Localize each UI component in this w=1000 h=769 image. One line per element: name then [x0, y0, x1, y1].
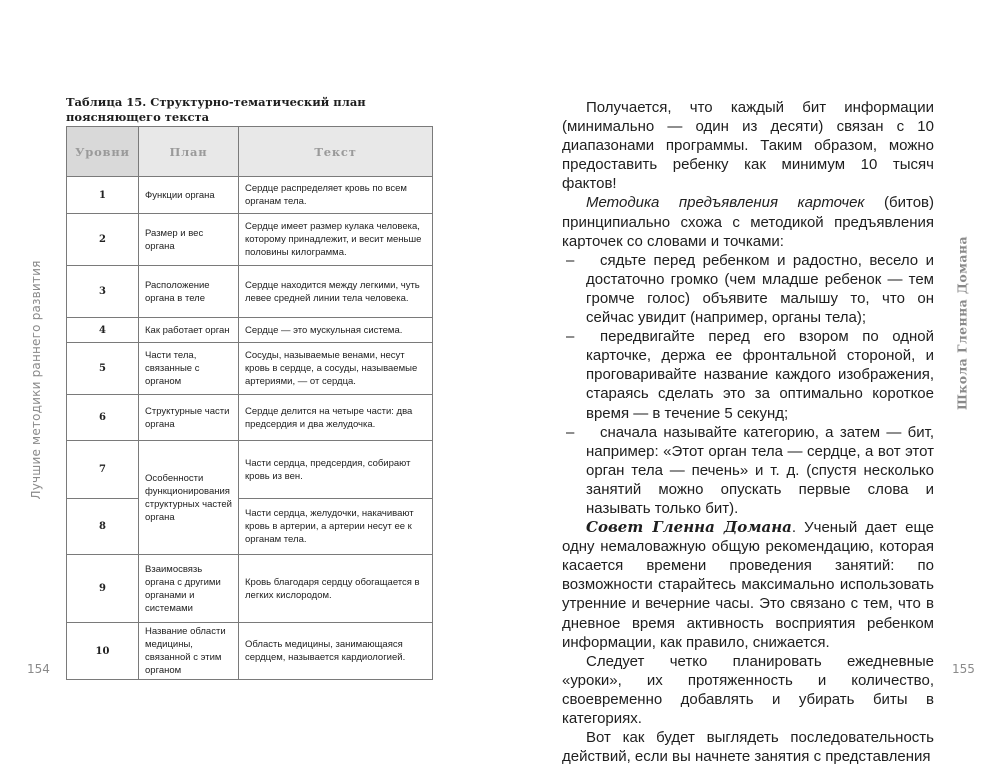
table-row: [67, 266, 433, 318]
plan-cell: Название области медицины, связанной с этим органом: [139, 623, 239, 680]
table-row: [67, 441, 433, 499]
level-cell: 10: [67, 623, 139, 680]
text-cell: Сердце делится на четыре части: два предсердия и два желудочка.: [239, 395, 433, 441]
header-text: Текст: [239, 127, 433, 177]
table-row: [67, 343, 433, 395]
text-cell: Части сердца, предсердия, собирают кровь из вен.: [239, 441, 433, 499]
right-page: [500, 0, 1000, 769]
header-plan: План: [139, 127, 239, 177]
table-row: [67, 177, 433, 214]
table-row: [67, 555, 433, 623]
level-cell: 5: [67, 343, 139, 395]
structure-plan-table: [66, 126, 433, 680]
level-cell: 7: [67, 441, 139, 499]
table-row: [67, 499, 433, 555]
list-item: [562, 423, 934, 518]
dash-marker: –: [566, 328, 575, 346]
text-cell: Кровь благодаря сердцу обогащается в легких кислородом.: [239, 555, 433, 623]
plan-cell: Функции органа: [139, 177, 239, 214]
paragraph-3-rest: . Ученый дает еще одну немаловажную общую рекомендацию, которая касается времени проведения занятий: по возможности старайтесь максимально использовать утренние и вечерние часы. Это связано с тем, что в дневное время активность восприятия ребенком информации, как правило, снижается.: [562, 519, 934, 651]
page-number-right: 155: [952, 662, 975, 676]
plan-cell: Как работает орган: [139, 318, 239, 343]
text-cell: Сердце находится между легкими, чуть левее средней линии тела человека.: [239, 266, 433, 318]
level-cell: 8: [67, 499, 139, 555]
doman-tip-heading: Совет Гленна Домана: [586, 518, 792, 537]
paragraph-2-rest: (битов) принципиально схожа с методикой предъявления карточек со словами и точками:: [562, 194, 934, 250]
body-text: [562, 98, 934, 766]
text-cell: Сердце распределяет кровь по всем органам тела.: [239, 177, 433, 214]
text-cell: Сердце — это мускульная система.: [239, 318, 433, 343]
paragraph-1: Получается, что каждый бит информации (минимально — один из десяти) связан с 10 диапазонами программы. Таким образом, можно предоставить ребенку как минимум 10 тысяч фактов!: [562, 99, 934, 193]
dash-marker: –: [566, 423, 575, 441]
table-row: [67, 214, 433, 266]
plan-cell: Части тела, связанные с органом: [139, 343, 239, 395]
text-cell: Сосуды, называемые венами, несут кровь в сердце, а сосуды, называемые артериями, — от сердца.: [239, 343, 433, 395]
paragraph-2: [562, 193, 934, 250]
level-cell: 9: [67, 555, 139, 623]
paragraph-5: Вот как будет выглядеть последовательность действий, если вы начнете занятия с представления: [562, 729, 934, 766]
table-row: [67, 318, 433, 343]
paragraph-4: Следует четко планировать ежедневные «уроки», их протяженность и количество, своевременно добавлять и убирать биты в категориях.: [562, 652, 934, 727]
level-cell: 4: [67, 318, 139, 343]
text-cell: Область медицины, занимающаяся сердцем, называется кардиологией.: [239, 623, 433, 680]
list-item-text: сначала называйте категорию, а затем — бит, например: «Этот орган тела — сердце, а вот этот орган тела — печень» и т. д. (спустя несколько занятий можно опускать первые слова и называть только бит).: [586, 423, 934, 517]
running-title-left: Лучшие методики раннего развития: [29, 260, 43, 500]
plan-cell: Расположение органа в теле: [139, 266, 239, 318]
plan-cell: Особенности функционирования структурных частей органа: [139, 441, 239, 555]
list-item: [562, 251, 934, 327]
table-row: [67, 395, 433, 441]
list-item: [562, 327, 934, 422]
level-cell: 2: [67, 214, 139, 266]
paragraph-3: [562, 518, 934, 652]
method-term: Методика предъявления карточек: [586, 194, 865, 212]
level-cell: 6: [67, 395, 139, 441]
list-item-text: передвигайте перед его взором по одной карточке, держа ее фронтальной стороной, и проговаривайте название каждого изображения, стараясь сделать это за оптимально короткое время — в течение 5 секунд;: [586, 328, 934, 422]
instruction-list: [562, 251, 934, 518]
page-number-left: 154: [27, 662, 50, 676]
table-row: [67, 623, 433, 680]
level-cell: 1: [67, 177, 139, 214]
level-cell: 3: [67, 266, 139, 318]
plan-cell: Структурные части органа: [139, 395, 239, 441]
list-item-text: сядьте перед ребенком и радостно, весело и достаточно громко (чем младше ребенок — тем громче голос) объявите малышу то, что он сейчас увидит (например, органы тела);: [586, 251, 934, 327]
table-caption: Таблица 15. Структурно-тематический план поясняющего текста: [66, 95, 366, 124]
text-cell: Части сердца, желудочки, накачивают кровь в артерии, а артерии несут ее к органам тела.: [239, 499, 433, 555]
header-levels: Уровни: [67, 127, 139, 177]
plan-cell: Размер и вес органа: [139, 214, 239, 266]
plan-cell: Взаимосвязь органа с другими органами и системами: [139, 555, 239, 623]
running-title-right: Школа Гленна Домана: [954, 236, 970, 410]
table-header-row: [67, 127, 433, 177]
text-cell: Сердце имеет размер кулака человека, которому принадлежит, и весит меньше половины килограмма.: [239, 214, 433, 266]
dash-marker: –: [566, 251, 575, 269]
